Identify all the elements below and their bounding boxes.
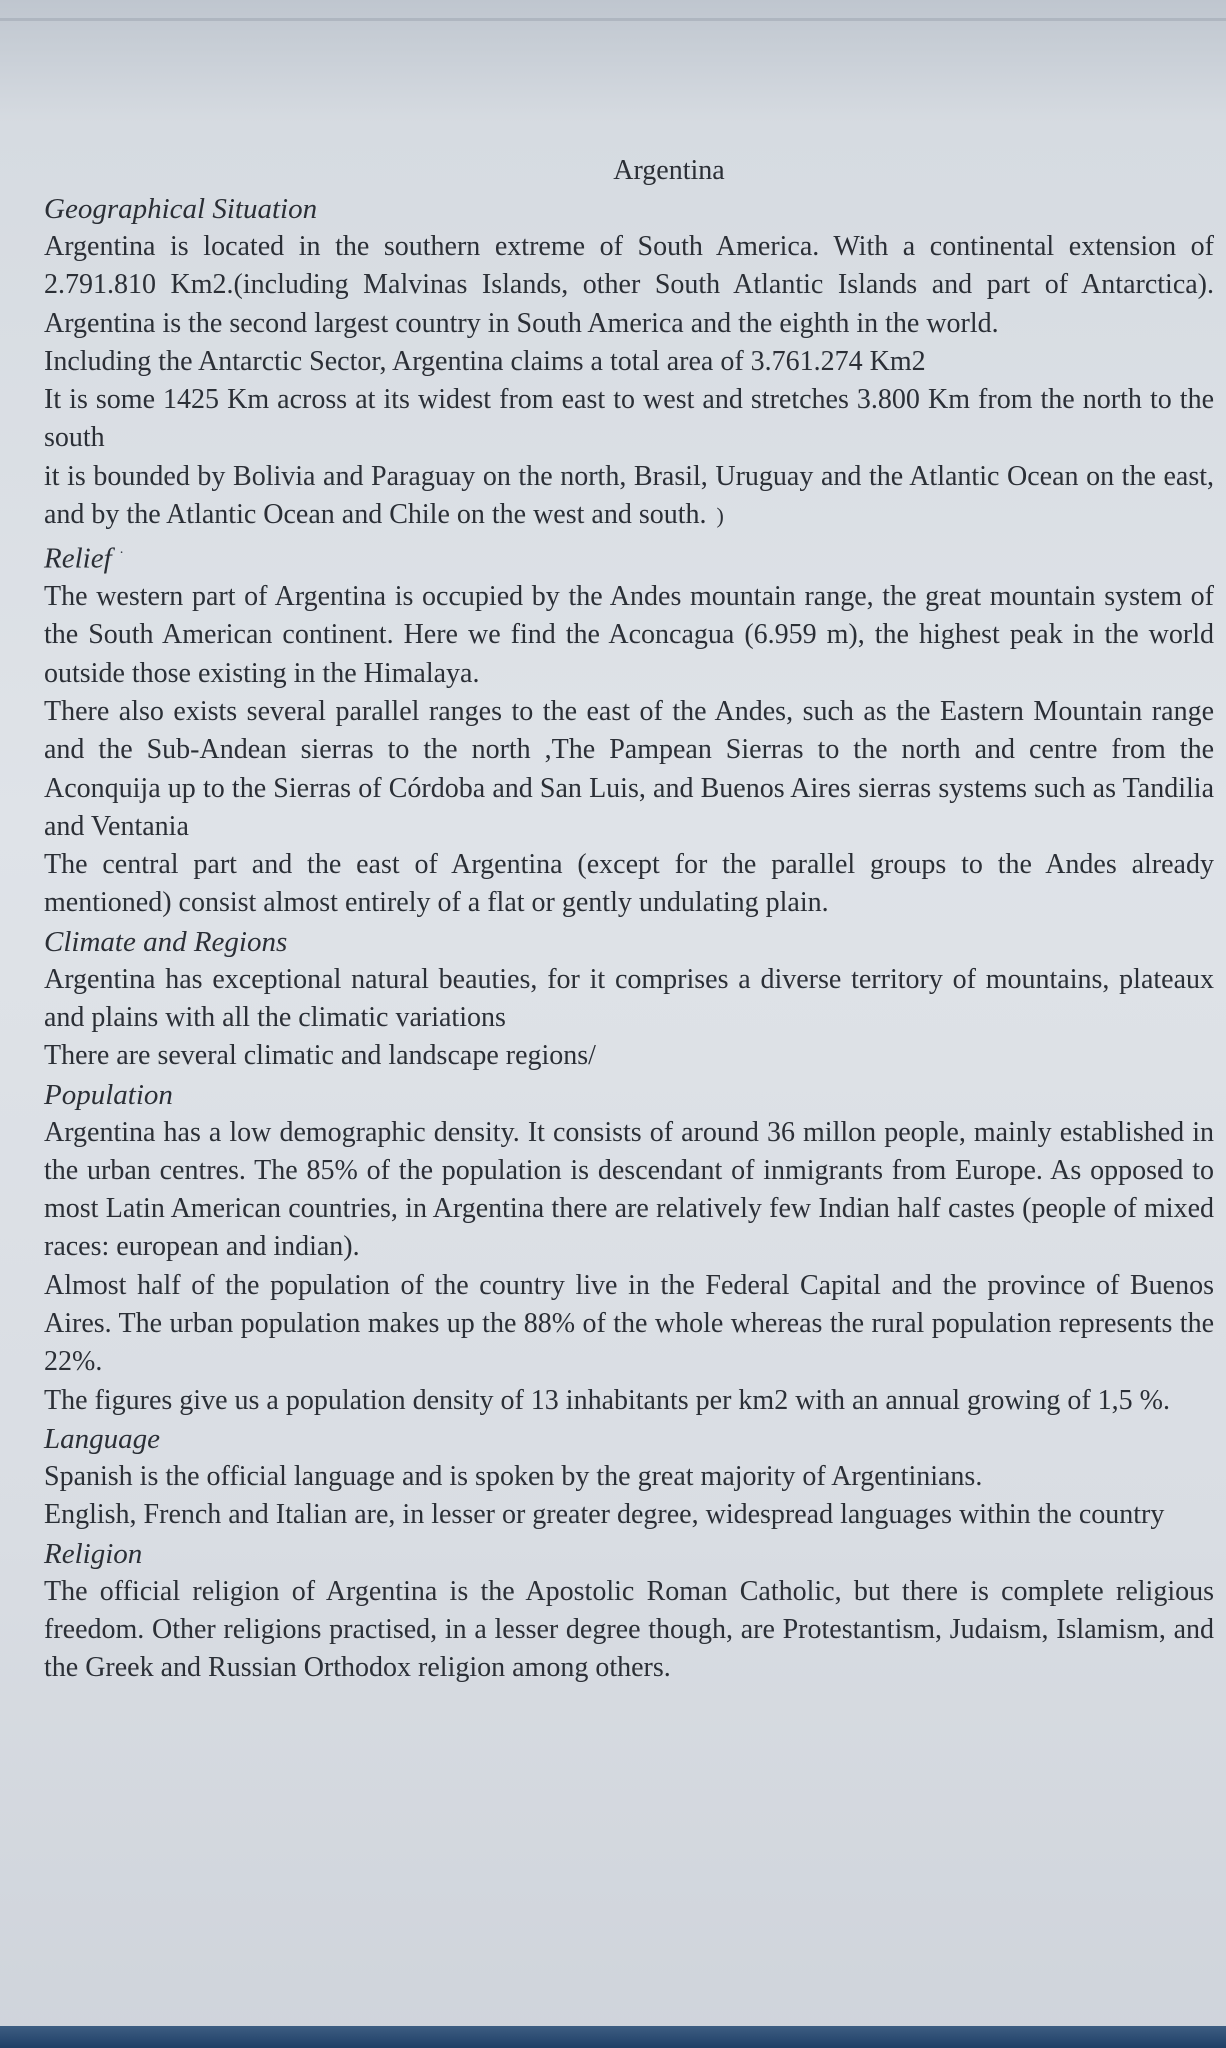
- section-heading-text: Relief: [44, 543, 112, 576]
- stray-mark: ): [716, 503, 724, 529]
- section-geographical-situation: [44, 190, 1214, 535]
- section-heading-population: Population: [44, 1078, 173, 1111]
- paragraph: Including the Antarctic Sector, Argentina claims a total area of 3.761.274 Km2: [44, 345, 926, 377]
- document-title: Argentina: [613, 155, 725, 186]
- paragraph: The central part and the east of Argentina (except for the parallel groups to the Andes already mentioned) consist almost entirely of a flat or gently undulating plain.: [44, 849, 1214, 919]
- paragraph: Argentina is located in the southern extreme of South America. With a continental extension of 2.791.810 Km2.(including Malvinas Islands, other South Atlantic Islands and part of Antarctica). Argentina is the second largest country in South America and the eighth in the world.: [44, 231, 1214, 339]
- section-heading-language: Language: [44, 1422, 160, 1455]
- paragraph: There are several climatic and landscape regions/: [44, 1040, 596, 1072]
- section-population: [44, 1076, 1214, 1420]
- paragraph: The western part of Argentina is occupied by the Andes mountain range, the great mountain system of the South American continent. Here we find the Aconcagua (6.959 m), the highest peak in the world outside those existing in the Himalaya.: [44, 581, 1214, 689]
- section-relief: [44, 535, 1214, 922]
- section-climate-and-regions: [44, 923, 1214, 1076]
- paragraph: The official religion of Argentina is the Apostolic Roman Catholic, but there is complete religious freedom. Other religions practised, in a lesser degree though, are Protestantism, Judaism, Islamism, and the Greek and Russian Orthodox religion among others.: [44, 1575, 1214, 1684]
- section-heading-geographical-situation: Geographical Situation: [44, 193, 318, 225]
- paragraph: Almost half of the population of the country live in the Federal Capital and the province of Buenos Aires. The urban population makes up the 88% of the whole whereas the rural population represents the 22%.: [44, 1269, 1214, 1378]
- page-top-edge: [0, 18, 1226, 21]
- section-heading-relief: [44, 535, 1214, 578]
- paragraph: There also exists several parallel ranges to the east of the Andes, such as the Eastern Mountain range and the Sub-Andean sierras to the north ,The Pampean Sierras to the north and centre from the Aconquija up to the Sierras of Córdoba and San Luis, and Buenos Aires sierras systems such as Tandilia and Ventania: [44, 695, 1214, 842]
- paragraph: English, French and Italian are, in lesser or greater degree, widespread languages within the country: [44, 1499, 1165, 1531]
- section-language: [44, 1420, 1214, 1535]
- document-page: [44, 152, 1214, 1687]
- paragraph: [44, 458, 1214, 536]
- paragraph: Argentina has a low demographic density. It consists of around 36 millon people, mainly established in the urban centres. The 85% of the population is descendant of inmigrants from Europe. As opposed to most Latin American countries, in Argentina there are relatively few Indian half castes (people of mixed races: european and indian).: [44, 1116, 1214, 1263]
- section-heading-climate-and-regions: Climate and Regions: [44, 925, 288, 958]
- paragraph: The figures give us a population density of 13 inhabitants per km2 with an annual growing of 1,5 %.: [44, 1384, 1171, 1416]
- paragraph-text: it is bounded by Bolivia and Paraguay on the north, Brasil, Uruguay and the Atlantic Ocean on the east, and by the Atlantic Ocean and Chile on the west and south.: [44, 460, 1214, 531]
- section-heading-religion: Religion: [44, 1537, 143, 1570]
- paragraph: Spanish is the official language and is spoken by the great majority of Argentinians.: [44, 1460, 983, 1492]
- paragraph: Argentina has exceptional natural beauties, for it comprises a diverse territory of mountains, plateaux and plains with all the climatic variations: [44, 963, 1214, 1033]
- section-religion: [44, 1535, 1214, 1688]
- page-bottom-edge: [0, 2026, 1226, 2048]
- stray-mark: ·: [119, 546, 124, 562]
- paragraph: It is some 1425 Km across at its widest from east to west and stretches 3.800 Km from the north to the south: [44, 384, 1214, 454]
